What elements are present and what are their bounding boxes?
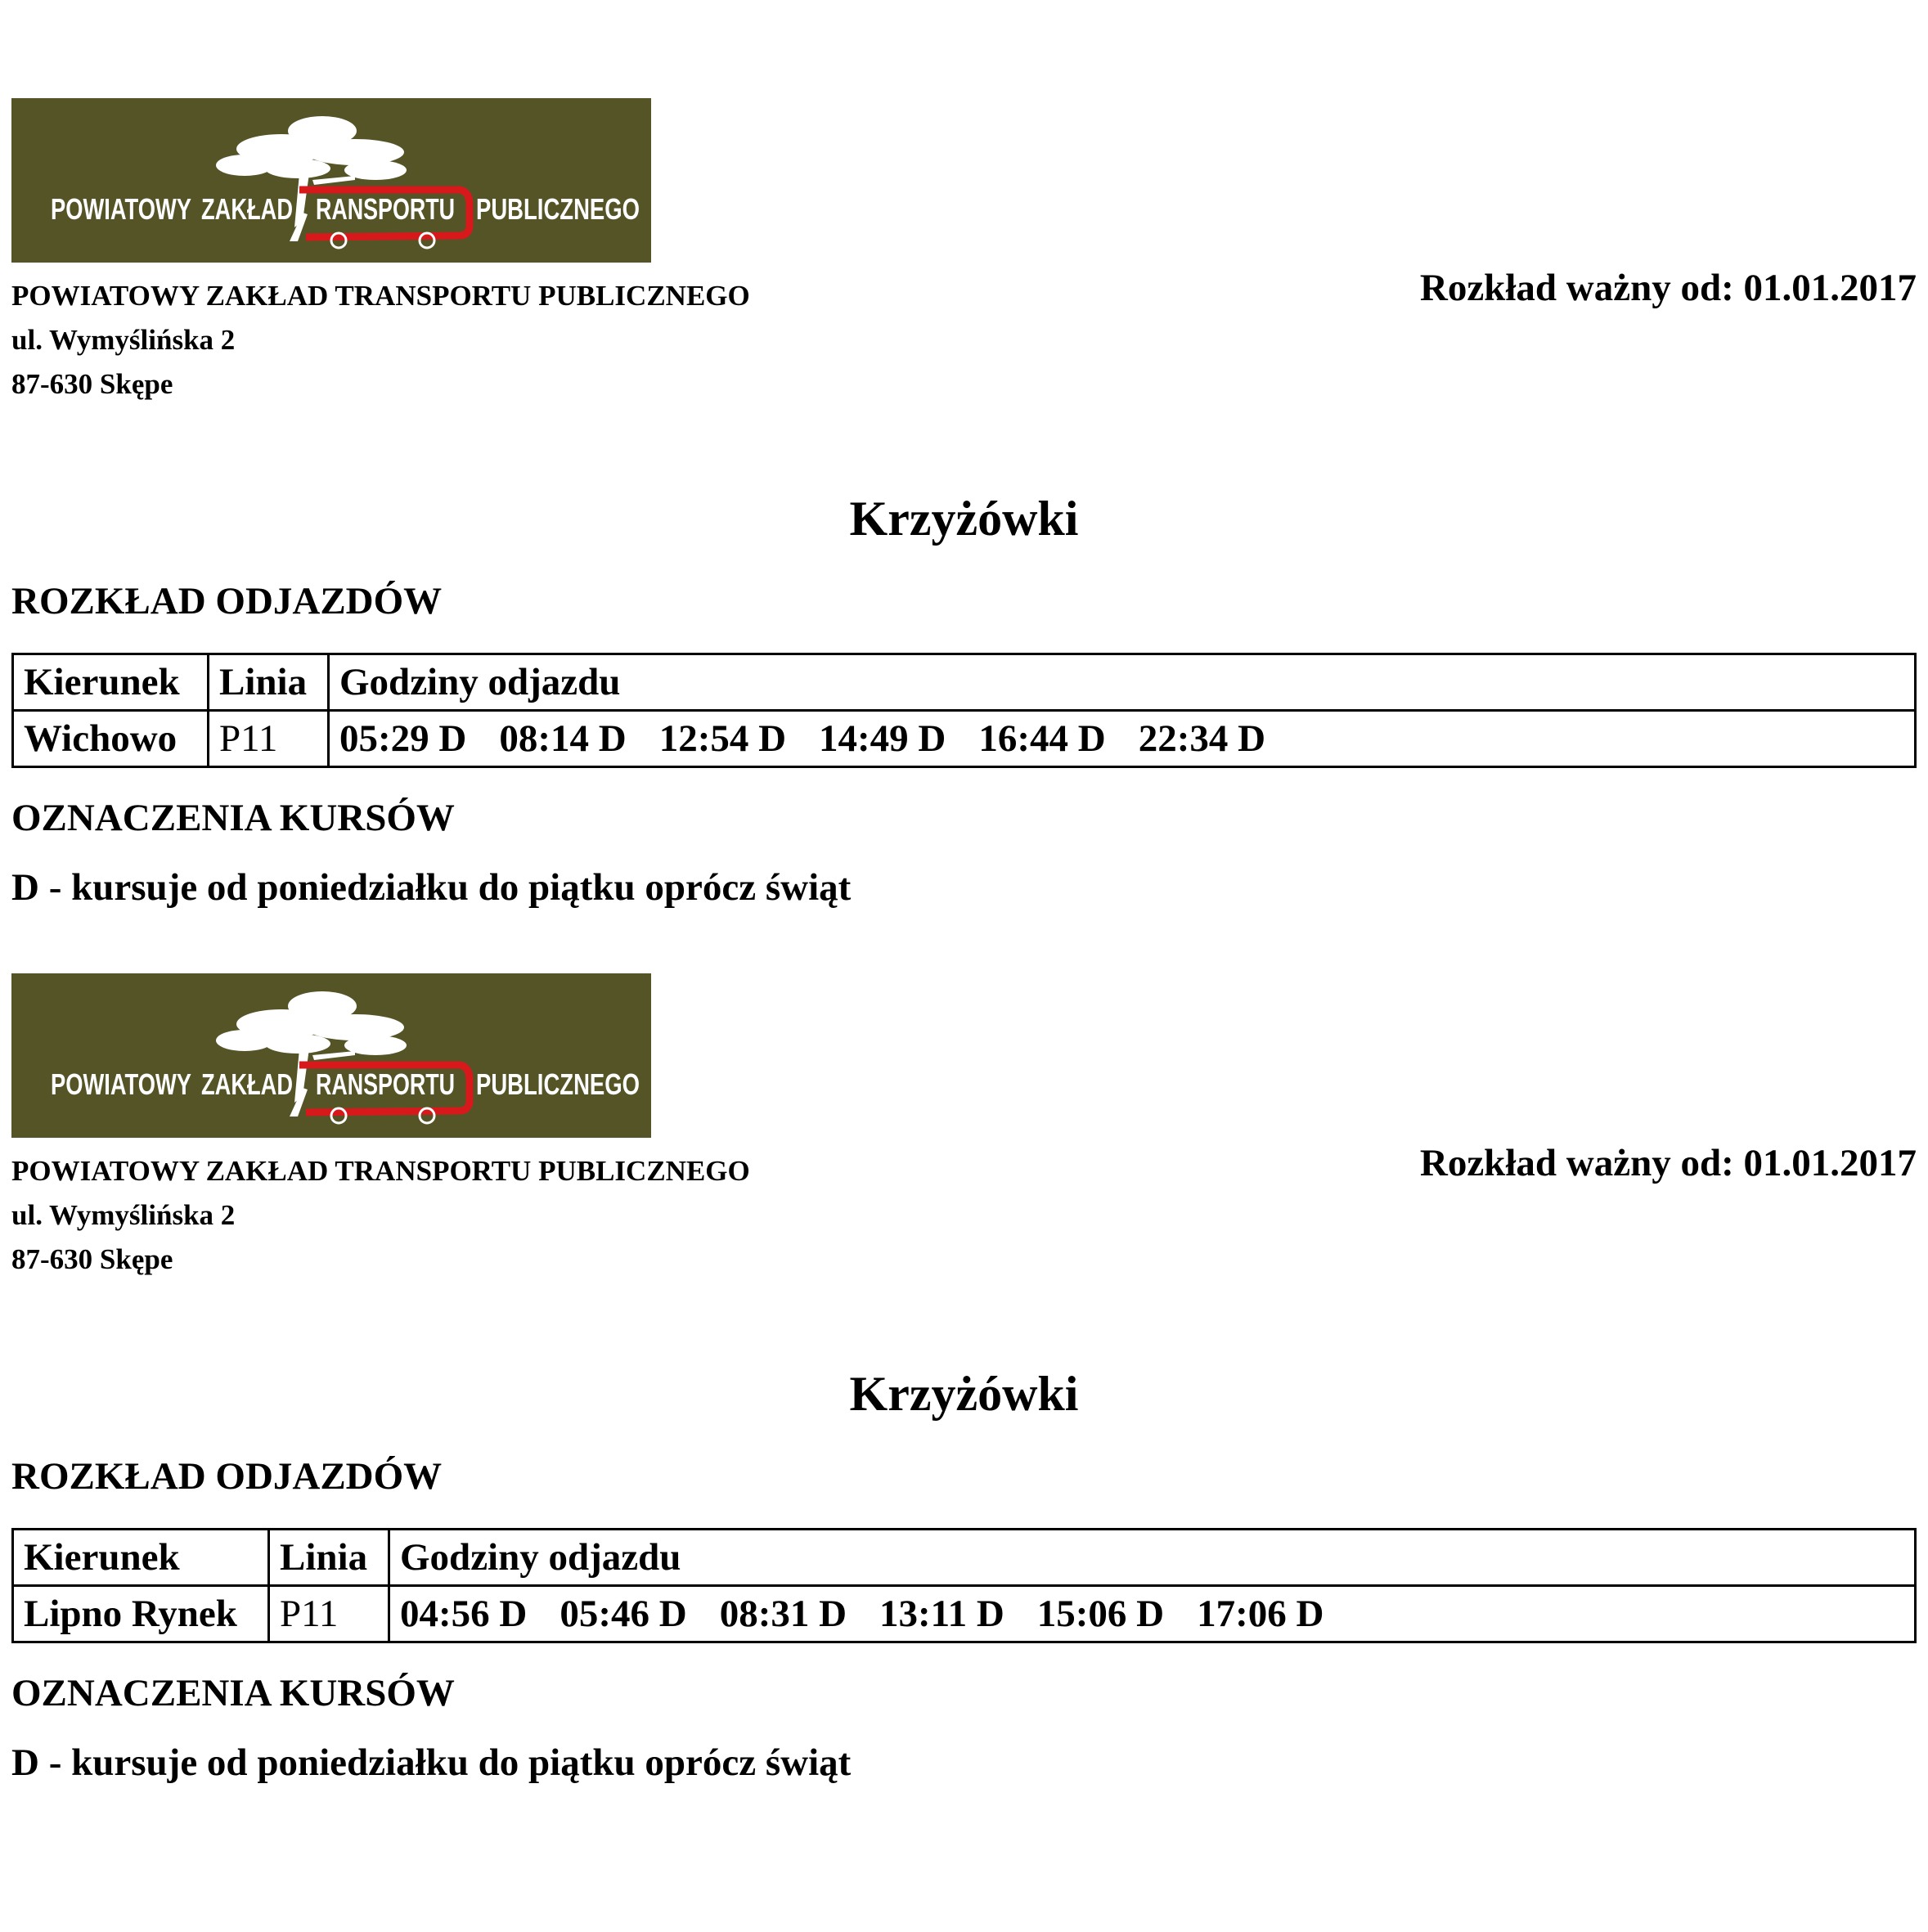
header-times: Godziny odjazdu	[389, 1530, 1916, 1586]
departure-time: 17:06 D	[1197, 1593, 1324, 1635]
logo-word-2: ZAKŁAD	[201, 192, 293, 226]
marks-title: OZNACZENIA KURSÓW	[11, 797, 455, 839]
logo-word-1: POWIATOWY	[51, 192, 191, 226]
timetable-section-1	[0, 0, 1928, 909]
header-direction: Kierunek	[13, 1530, 269, 1586]
departure-time: 05:29 D	[339, 717, 467, 760]
row-line: P11	[269, 1586, 389, 1642]
table-header-row	[13, 1530, 1916, 1586]
valid-from: Rozkład ważny od: 01.01.2017	[1419, 1142, 1917, 1184]
table-row	[13, 1586, 1916, 1642]
header-line: Linia	[269, 1530, 389, 1586]
departure-time: 13:11 D	[879, 1593, 1004, 1635]
schedule-title: ROZKŁAD ODJAZDÓW	[11, 1455, 443, 1498]
stop-name: Krzyżówki	[849, 1367, 1079, 1421]
logo-word-4: PUBLICZNEGO	[476, 1067, 640, 1101]
departure-time: 08:14 D	[499, 717, 627, 760]
departure-time: 14:49 D	[819, 717, 946, 760]
marks-legend: D - kursuje od poniedziałku do piątku oprócz świąt	[11, 1741, 852, 1784]
row-line: P11	[209, 711, 329, 767]
valid-from: Rozkład ważny od: 01.01.2017	[1419, 267, 1917, 309]
departure-time: 05:46 D	[560, 1593, 687, 1635]
stop-name: Krzyżówki	[849, 492, 1079, 546]
header-line: Linia	[209, 654, 329, 711]
company-street: ul. Wymyślińska 2	[11, 1199, 236, 1231]
company-address	[11, 1149, 750, 1282]
row-direction: Lipno Rynek	[13, 1586, 269, 1642]
row-direction: Wichowo	[13, 711, 209, 767]
company-logo	[11, 973, 651, 1138]
timetable-section-2	[0, 875, 1928, 1784]
company-street: ul. Wymyślińska 2	[11, 324, 236, 356]
schedule-title: ROZKŁAD ODJAZDÓW	[11, 580, 443, 622]
company-address	[11, 274, 750, 407]
company-name: POWIATOWY ZAKŁAD TRANSPORTU PUBLICZNEGO	[11, 280, 750, 312]
departure-time: 04:56 D	[400, 1593, 528, 1635]
table-header-row	[13, 654, 1916, 711]
company-city: 87-630 Skępe	[11, 368, 173, 400]
departure-time: 22:34 D	[1138, 717, 1266, 760]
marks-legend: D - kursuje od poniedziałku do piątku oprócz świąt	[11, 866, 852, 909]
logo-word-2: ZAKŁAD	[201, 1067, 293, 1101]
departure-time: 16:44 D	[978, 717, 1106, 760]
header-direction: Kierunek	[13, 654, 209, 711]
company-name: POWIATOWY ZAKŁAD TRANSPORTU PUBLICZNEGO	[11, 1155, 750, 1187]
header-times: Godziny odjazdu	[329, 654, 1916, 711]
logo-word-1: POWIATOWY	[51, 1067, 191, 1101]
table-row	[13, 711, 1916, 767]
timetable	[11, 1528, 1917, 1643]
timetable	[11, 653, 1917, 768]
company-logo	[11, 98, 651, 263]
row-times	[389, 1586, 1916, 1642]
logo-word-3: RANSPORTU	[316, 1067, 455, 1101]
departure-time: 08:31 D	[719, 1593, 847, 1635]
company-city: 87-630 Skępe	[11, 1243, 173, 1275]
logo-word-4: PUBLICZNEGO	[476, 192, 640, 226]
logo-word-3: RANSPORTU	[316, 192, 455, 226]
departure-time: 12:54 D	[658, 717, 787, 760]
departure-time: 15:06 D	[1036, 1593, 1165, 1635]
marks-title: OZNACZENIA KURSÓW	[11, 1672, 455, 1714]
row-times	[329, 711, 1916, 767]
